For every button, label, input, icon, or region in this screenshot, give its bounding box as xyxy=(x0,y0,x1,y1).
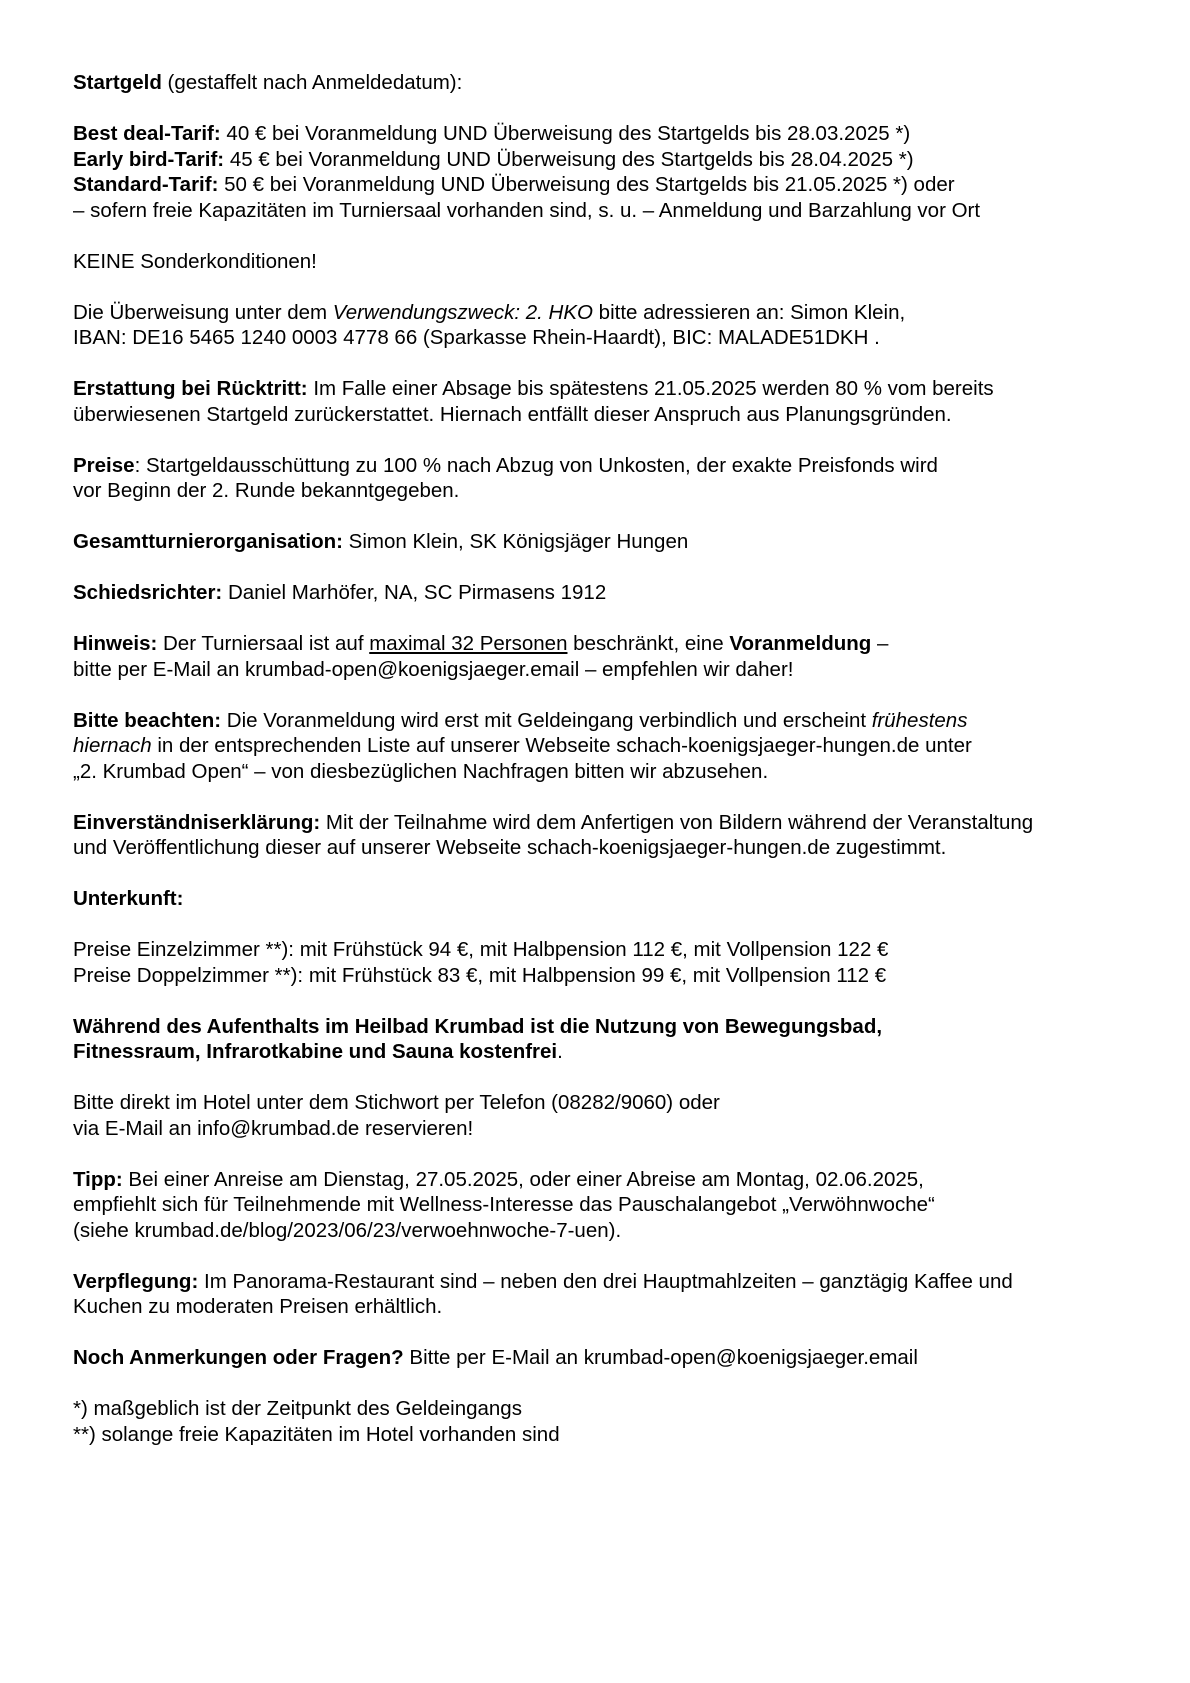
zimmer-preise xyxy=(73,937,1153,988)
beachten-paragraph: Bitte beachten: Die Voranmeldung wird erst mit Geldeingang verbindlich und erscheint frühestens hiernach in der entsprechenden Liste auf unserer Webseite schach-koenigsjaeger-hungen.de unter „2. Krumbad Open“ – von diesbezüglichen Nachfragen bitten wir abzusehen. xyxy=(73,708,972,783)
schiedsrichter-line: Schiedsrichter: Daniel Marhöfer, NA, SC Pirmasens 1912 xyxy=(73,581,607,604)
footnote-2: **) solange freie Kapazitäten im Hotel vorhanden sind xyxy=(73,1422,560,1446)
footnote-1: *) maßgeblich ist der Zeitpunkt des Geldeingangs xyxy=(73,1397,522,1420)
capacity-note: maximal 32 Personen xyxy=(369,632,568,655)
hinweis-paragraph: Hinweis: Der Turniersaal ist auf maximal 32 Personen beschränkt, eine Voranmeldung – bitte per E-Mail an krumbad-open@koenigsjaeger.email – empfehlen wir daher! xyxy=(73,632,889,681)
fragen-line: Noch Anmerkungen oder Fragen? Bitte per E-Mail an krumbad-open@koenigsjaeger.email xyxy=(73,1346,918,1369)
organisation-line: Gesamtturnierorganisation: Simon Klein, SK Königsjäger Hungen xyxy=(73,530,689,553)
einverstaendnis-paragraph: Einverständniserklärung: Mit der Teilnahme wird dem Anfertigen von Bildern während der Veranstaltung und Veröffentlichung dieser auf unserer Webseite schach-koenigsjaeger-hungen.de zugestimmt. xyxy=(73,810,1034,859)
ueberweisung-paragraph: Die Überweisung unter dem Verwendungszweck: 2. HKO bitte adressieren an: Simon Klein, IBAN: DE16 5465 1240 0003 4778 66 (Sparkasse Rhein-Haardt), BIC: MALADE51DKH . xyxy=(73,300,1153,351)
document-page xyxy=(73,70,1153,1447)
tarif-standard: Standard-Tarif: 50 € bei Voranmeldung UND Überweisung des Startgelds bis 21.05.2025 *) oder xyxy=(73,173,955,196)
tarif-list xyxy=(73,121,1153,223)
reservierung-paragraph: Bitte direkt im Hotel unter dem Stichwort per Telefon (08282/9060) oder via E-Mail an info@krumbad.de reservieren! xyxy=(73,1091,720,1140)
erstattung-paragraph: Erstattung bei Rücktritt: Im Falle einer Absage bis spätestens 21.05.2025 werden 80 % vom bereits überwiesenen Startgeld zurückerstattet. Hiernach entfällt dieser Anspruch aus Planungsgründen. xyxy=(73,377,994,426)
einzelzimmer-line: Preise Einzelzimmer **): mit Frühstück 94 €, mit Halbpension 112 €, mit Vollpension 122 € xyxy=(73,938,889,961)
startgeld-label: Startgeld xyxy=(73,71,162,94)
tipp-paragraph: Tipp: Bei einer Anreise am Dienstag, 27.05.2025, oder einer Abreise am Montag, 02.06.2025, empfiehlt sich für Teilnehmende mit Wellness-Interesse das Pauschalangebot „Verwöhnwoche“ (siehe krumbad.de/blog/2023/06/23/verwoehnwoche-7-uen). xyxy=(73,1167,935,1242)
tarif-early-bird: Early bird-Tarif: 45 € bei Voranmeldung UND Überweisung des Startgelds bis 28.04.2025 *) xyxy=(73,147,914,171)
verpflegung-paragraph: Verpflegung: Im Panorama-Restaurant sind – neben den drei Hauptmahlzeiten – ganztägig Kaffee und Kuchen zu moderaten Preisen erhältlich. xyxy=(73,1269,1013,1318)
startgeld-heading xyxy=(73,70,1153,96)
keine-sonderkonditionen: KEINE Sonderkonditionen! xyxy=(73,249,317,273)
tarif-extra-note: – sofern freie Kapazitäten im Turniersaal vorhanden sind, s. u. – Anmeldung und Barzahlung vor Ort xyxy=(73,198,981,222)
preise-paragraph: Preise: Startgeldausschüttung zu 100 % nach Abzug von Unkosten, der exakte Preisfonds wird vor Beginn der 2. Runde bekanntgegeben. xyxy=(73,453,938,502)
tarif-best-deal: Best deal-Tarif: 40 € bei Voranmeldung UND Überweisung des Startgelds bis 28.03.2025 *) xyxy=(73,122,911,145)
aufenthalt-paragraph: Während des Aufenthalts im Heilbad Krumbad ist die Nutzung von Bewegungsbad, Fitnessraum, Infrarotkabine und Sauna kostenfrei. xyxy=(73,1014,883,1063)
iban-line: IBAN: DE16 5465 1240 0003 4778 66 (Sparkasse Rhein-Haardt), BIC: MALADE51DKH . xyxy=(73,326,880,349)
verwendungszweck: Verwendungszweck: 2. HKO xyxy=(332,300,593,324)
unterkunft-heading: Unterkunft: xyxy=(73,887,184,910)
startgeld-suffix: (gestaffelt nach Anmeldedatum): xyxy=(161,71,463,94)
doppelzimmer-line: Preise Doppelzimmer **): mit Frühstück 83 €, mit Halbpension 99 €, mit Vollpension 112 € xyxy=(73,963,887,987)
footnotes xyxy=(73,1396,1153,1447)
